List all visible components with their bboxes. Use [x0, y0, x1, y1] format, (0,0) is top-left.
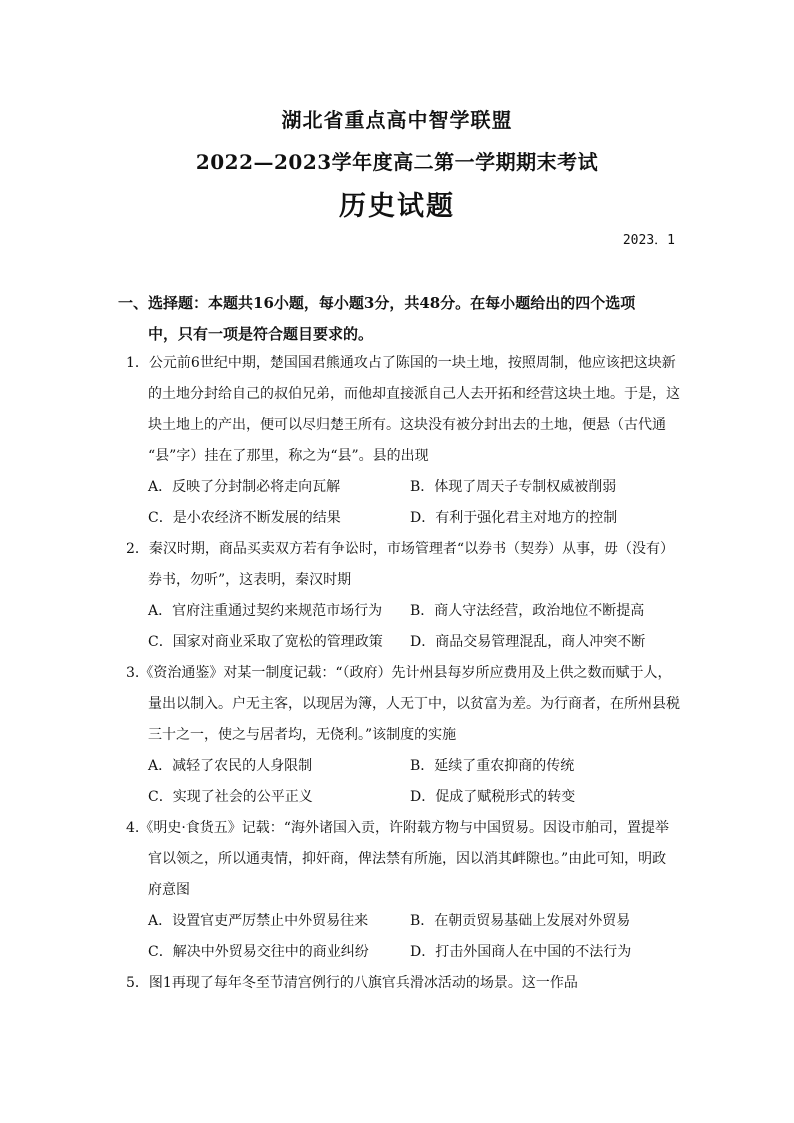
question-4 [126, 813, 678, 968]
question-text-line: 4.《明史·食货五》记载：“海外诸国入贡，许附载方物与中国贸易。因设市舶司，置提举 [126, 820, 669, 836]
question-text-line: 5．图1再现了每年冬至节清宫例行的八旗官兵滑冰活动的场景。这一作品 [126, 975, 578, 991]
option-c: C．实现了社会的公平正义 [148, 789, 313, 805]
exam-alliance-title: 湖北省重点高中智学联盟 [281, 108, 513, 132]
question-text-line: 2．秦汉时期，商品买卖双方若有争讼时，市场管理者“以券书（契券）从事，毋（没有） [126, 541, 675, 557]
answer-options [126, 751, 678, 813]
section-heading-line-1: 一、选择题：本题共16小题，每小题3分，共48分。在每小题给出的四个选项 [118, 294, 636, 312]
question-text-line: 量出以制入。户无主客，以现居为簿，人无丁中，以贫富为差。为行商者，在所州县税 [148, 696, 680, 712]
option-c: C．国家对商业采取了宽松的管理政策 [148, 634, 383, 650]
question-text-line: 券书，勿听”，这表明，秦汉时期 [148, 572, 352, 588]
section-heading [118, 288, 678, 350]
option-a: A．反映了分封制必将走向瓦解 [148, 479, 341, 495]
option-a: A．设置官吏严厉禁止中外贸易往来 [148, 913, 369, 929]
question-text-line: 三十之一，使之与居者均，无侥利。”该制度的实施 [148, 727, 457, 743]
question-text-line: 的土地分封给自己的叔伯兄弟，而他却直接派自己人去开拓和经营这块土地。于是，这 [148, 386, 680, 402]
option-c: C．是小农经济不断发展的结果 [148, 510, 341, 526]
answer-options [126, 596, 678, 658]
exam-term-title: 2022—2023学年度高二第一学期期末考试 [195, 150, 599, 174]
question-5 [126, 968, 678, 999]
option-d: D．促成了赋税形式的转变 [410, 789, 576, 805]
option-b: B．延续了重农抑商的传统 [410, 758, 575, 774]
question-text-line: “县”字）挂在了那里，称之为“县”。县的出现 [148, 448, 429, 464]
question-text-line: 府意图 [148, 882, 190, 898]
option-d: D．有利于强化君主对地方的控制 [410, 510, 618, 526]
answer-options [126, 906, 678, 968]
question-text-line: 官以领之，所以通夷情，抑奸商，俾法禁有所施，因以消其衅隙也。”由此可知，明政 [148, 851, 667, 867]
option-a: A．官府注重通过契约来规范市场行为 [148, 603, 383, 619]
question-1 [126, 348, 678, 534]
answer-options [126, 472, 678, 534]
option-a: A．减轻了农民的人身限制 [148, 758, 313, 774]
exam-date: 2023．1 [622, 233, 675, 248]
option-b: B．在朝贡贸易基础上发展对外贸易 [410, 913, 631, 929]
option-d: D．商品交易管理混乱，商人冲突不断 [410, 634, 646, 650]
question-text-line: 1．公元前6世纪中期，楚国国君熊通攻占了陈国的一块土地，按照周制，他应该把这块新 [126, 355, 676, 371]
subject-title: 历史试题 [339, 191, 455, 222]
option-c: C．解决中外贸易交往中的商业纠纷 [148, 944, 369, 960]
option-d: D．打击外国商人在中国的不法行为 [410, 944, 632, 960]
question-2 [126, 534, 678, 658]
question-text-line: 块土地上的产出，便可以尽归楚王所有。这块没有被分封出去的土地，便悬（古代通 [148, 417, 666, 433]
section-heading-line-2: 中，只有一项是符合题目要求的。 [148, 325, 374, 343]
question-text-line: 3.《资治通鉴》对某一制度记载：“（政府）先计州县每岁所应费用及上供之数而赋于人， [126, 665, 672, 681]
option-b: B．体现了周天子专制权威被削弱 [410, 479, 617, 495]
option-b: B．商人守法经营，政治地位不断提高 [410, 603, 645, 619]
question-3 [126, 658, 678, 813]
